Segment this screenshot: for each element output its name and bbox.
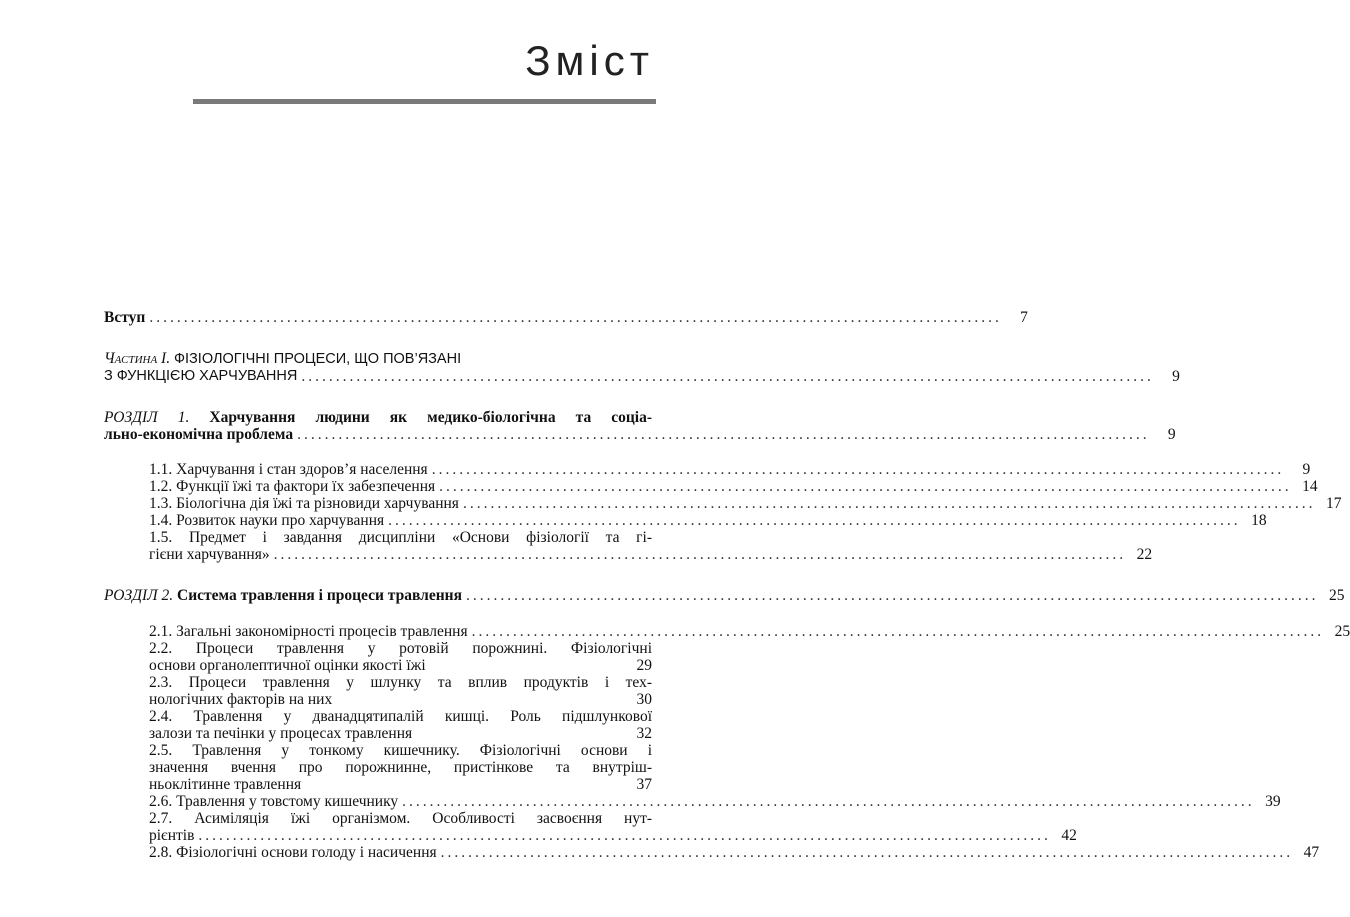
toc-part-title-line1: ФІЗІОЛОГІЧНІ ПРОЦЕСИ, ЩО ПОВ’ЯЗАНІ — [173, 351, 462, 367]
toc-section-2-8[interactable] — [149, 844, 1320, 861]
toc-part-label: Частина I. — [104, 350, 171, 367]
toc-section-text: 1.2. Функції їжі та фактори їх забезпечення — [149, 478, 436, 495]
toc-section-2-4[interactable] — [149, 708, 652, 742]
page-title: Зміст — [525, 37, 654, 84]
toc-section-2-5[interactable] — [149, 742, 652, 793]
toc-page-number: 47 — [1303, 844, 1320, 861]
dot-leader: ............................................................................................................................ — [440, 844, 1294, 861]
toc-section-1-2[interactable] — [149, 478, 1318, 495]
toc-section-text-line: 2.5. Травлення у тонкому кишечнику. Фізіологічні основи і — [149, 742, 652, 759]
dot-leader: ............................................................................................................................ — [462, 495, 1316, 512]
toc-section-1-4[interactable] — [149, 512, 1267, 529]
toc-page-number: 9 — [1167, 426, 1176, 443]
toc-section-text-line: 2.2. Процеси травлення у ротовій порожнині. Фізіологічні — [149, 640, 652, 657]
toc-section-text: 2.6. Травлення у товстому кишечнику — [149, 793, 399, 810]
toc-page-number: 25 — [1328, 587, 1345, 604]
toc-page-number: 9 — [1302, 461, 1311, 478]
table-of-contents — [104, 309, 1350, 861]
toc-section-text: залози та печінки у процесах травлення — [149, 725, 413, 742]
toc-section-text: 1.1. Харчування і стан здоров’я населення — [149, 461, 428, 478]
toc-entry-label: Вступ — [104, 309, 146, 326]
toc-section-text-line: 2.3. Процеси травлення у шлунку та вплив продуктів і тех- — [149, 674, 652, 691]
toc-section-text: 2.1. Загальні закономірності процесів травлення — [149, 623, 468, 640]
dot-leader: ............................................................................................................................ — [471, 623, 1325, 640]
toc-page-number: 17 — [1325, 495, 1342, 512]
toc-chapter1-sections — [104, 461, 1342, 563]
title-underline — [193, 99, 656, 104]
toc-section-text: рієнтів — [149, 827, 195, 844]
toc-section-text: основи органолептичної оцінки якості їжі — [149, 657, 426, 674]
toc-section-2-7[interactable] — [149, 810, 1077, 844]
toc-page-number: 25 — [1334, 623, 1350, 640]
dot-leader: ............................................................................................................................ — [431, 461, 1285, 478]
dot-leader: ............................................................................................................................ — [301, 368, 1154, 385]
toc-section-2-1[interactable] — [149, 623, 1350, 640]
dot-leader: ............................................................................................................................ — [439, 478, 1292, 495]
toc-page-number: 14 — [1302, 478, 1318, 495]
toc-page-number: 32 — [636, 725, 652, 742]
toc-section-text: 1.4. Розвиток науки про харчування — [149, 512, 385, 529]
toc-chapter-title-line2: льно-економічна проблема — [104, 426, 294, 443]
toc-section-text: ньоклітинне травлення — [149, 776, 302, 793]
toc-page-number: 37 — [636, 776, 652, 793]
dot-leader: ............................................................................................................................ — [198, 827, 1051, 844]
toc-chapter-title-line1: Харчування людини як медико-біологічна та соціа- — [209, 409, 653, 426]
toc-section-2-2[interactable] — [149, 640, 652, 674]
toc-section-text: 2.8. Фізіологічні основи голоду і насичення — [149, 844, 437, 861]
toc-section-1-1[interactable] — [149, 461, 1311, 478]
toc-section-text-line: 2.4. Травлення у дванадцятипалій кишці. Роль підшлункової — [149, 708, 652, 725]
toc-page-number: 29 — [636, 657, 652, 674]
toc-page-number: 9 — [1172, 368, 1180, 385]
dot-leader: ............................................................................................................................ — [297, 426, 1150, 443]
toc-page-number: 42 — [1061, 827, 1077, 844]
toc-section-text: нологічних факторів на них — [149, 691, 333, 708]
toc-part-title-line2: З ФУНКЦІЄЮ ХАРЧУВАННЯ — [104, 368, 298, 384]
toc-chapter-label: РОЗДІЛ 2. — [104, 587, 174, 604]
toc-section-2-3[interactable] — [149, 674, 652, 708]
toc-chapter-label: РОЗДІЛ 1. — [104, 409, 190, 426]
toc-section-text: 1.3. Біологічна дія їжі та різновиди харчування — [149, 495, 459, 512]
toc-section-1-5[interactable] — [149, 529, 1153, 563]
toc-section-text: гієни харчування» — [149, 546, 270, 563]
toc-section-text-line: 1.5. Предмет і завдання дисципліни «Основи фізіології та гі- — [149, 529, 652, 546]
toc-section-text-line: 2.7. Асиміляція їжі організмом. Особливості засвоєння нут- — [149, 810, 652, 827]
toc-page-number: 30 — [636, 691, 652, 708]
dot-leader: ............................................................................................................................ — [465, 587, 1319, 604]
dot-leader: ............................................................................................................................ — [388, 512, 1241, 529]
toc-page-number: 22 — [1136, 546, 1153, 563]
toc-section-1-3[interactable] — [149, 495, 1342, 512]
toc-page-number: 18 — [1251, 512, 1267, 529]
toc-section-text-line: значення вчення про порожнинне, пристінкове та внутріш- — [149, 759, 652, 776]
dot-leader: ............................................................................................................................ — [149, 309, 1002, 326]
dot-leader: ............................................................................................................................ — [273, 546, 1127, 563]
dot-leader: ............................................................................................................................ — [402, 793, 1255, 810]
toc-entry-chapter1[interactable] — [104, 409, 1176, 443]
toc-chapter-title: Система травлення і процеси травлення — [177, 587, 462, 604]
toc-chapter2-sections — [104, 623, 1350, 861]
toc-page-number: 39 — [1265, 793, 1281, 810]
toc-entry-chapter2[interactable] — [104, 587, 1345, 604]
toc-entry-intro[interactable] — [104, 309, 1028, 326]
toc-page-number: 7 — [1020, 309, 1028, 326]
toc-section-2-6[interactable] — [149, 793, 1281, 810]
toc-entry-part1[interactable] — [104, 350, 1180, 385]
